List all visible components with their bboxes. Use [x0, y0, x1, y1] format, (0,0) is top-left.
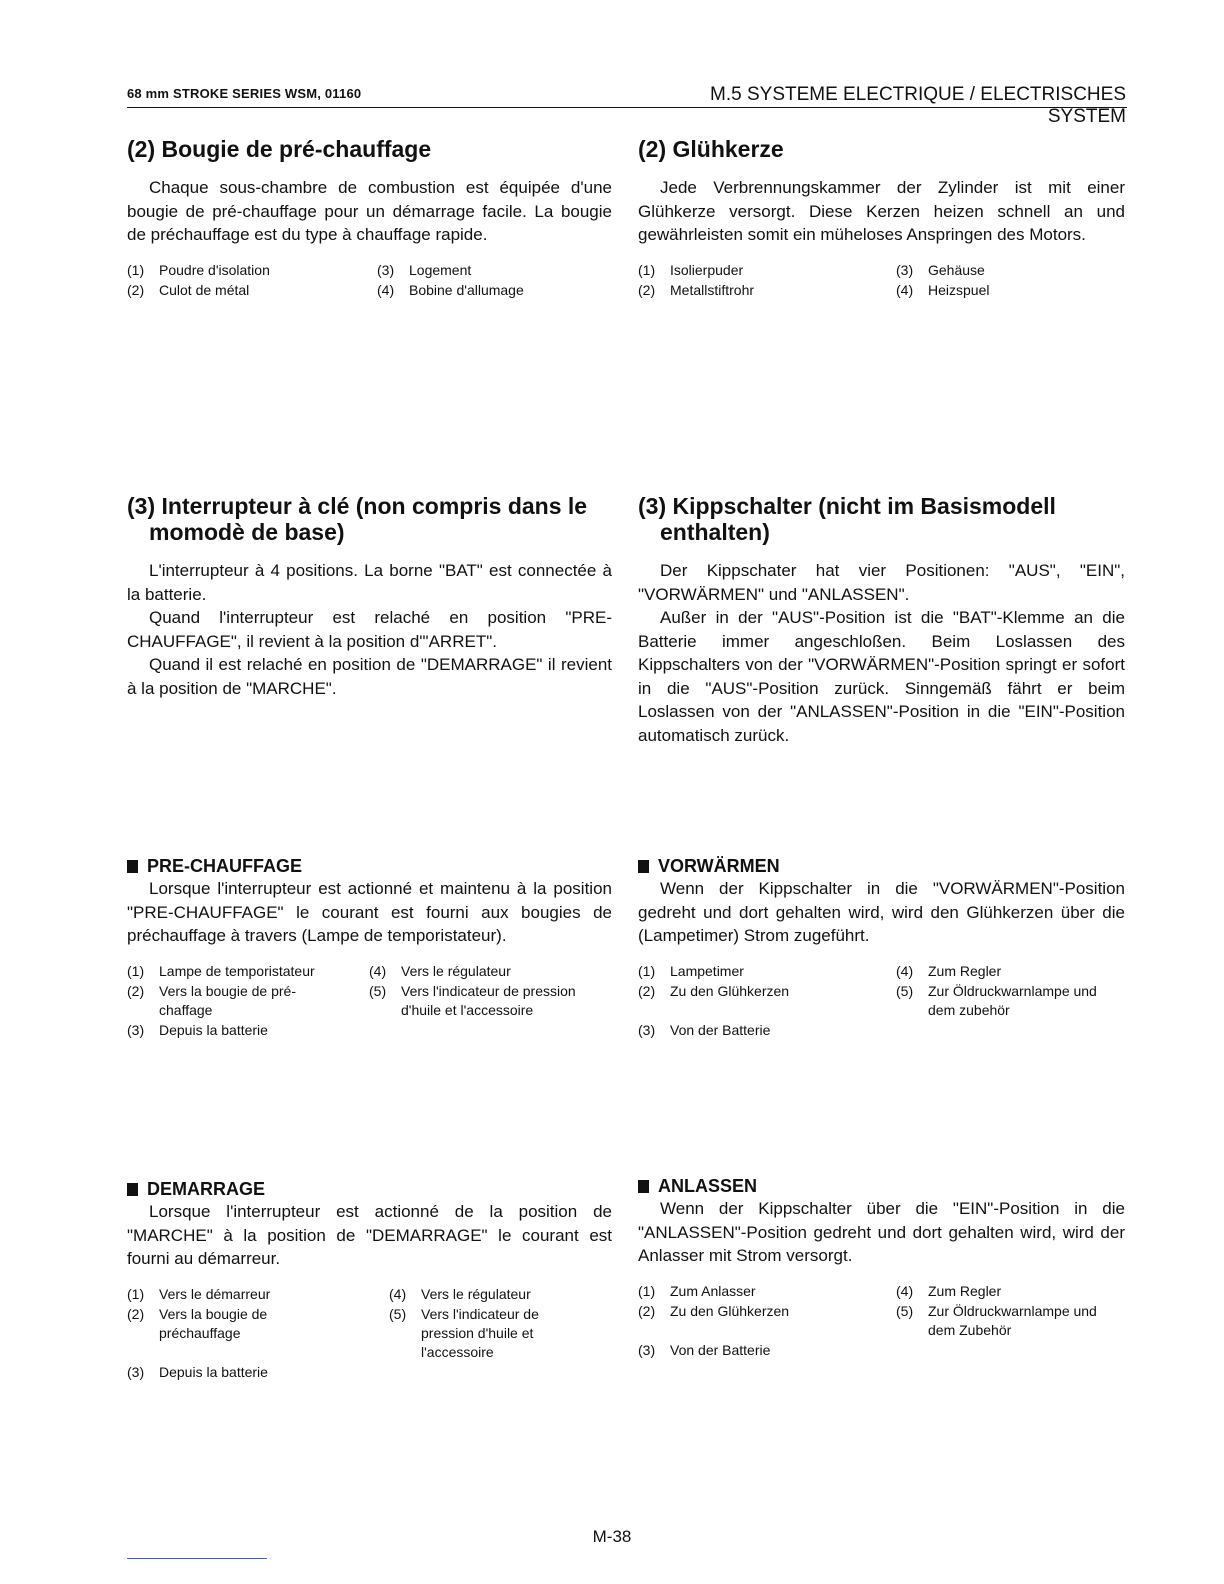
legend-item: (1) Lampetimer [638, 962, 744, 979]
de-subsection-title: VORWÄRMEN [658, 856, 780, 876]
square-bullet-icon [638, 860, 649, 873]
footer-rule [127, 1558, 267, 1559]
fr-section-glow-plug [127, 136, 612, 300]
fr-subsection-body: Lorsque l'interrupteur est actionné et maintenu à la position "PRE-CHAUFFAGE" le courant est fourni aux bougies de préchauffage à travers (Lampe de temporistateur). [127, 879, 612, 945]
fr-section-key-switch [127, 493, 612, 700]
legend-item: (4) Vers le régulateur [389, 1285, 531, 1302]
de-subsection-preheat [638, 855, 1125, 1040]
legend-item: (2) Zu den Glühkerzen [638, 982, 790, 999]
legend-item: (4) Zum Regler [896, 1282, 1002, 1299]
fr-section-title: (3) Interrupteur à clé (non compris dans le momodè de base) [127, 493, 588, 545]
legend-item: (1) Vers le démarreur [127, 1285, 271, 1302]
legend-item: (5) Vers l'indicateur de pression d'huile et l'accessoire [369, 982, 576, 1018]
legend-item: (2) Metallstiftrohr [638, 281, 755, 298]
square-bullet-icon [638, 1180, 649, 1193]
fr-paragraph: L'interrupteur à 4 positions. La borne "BAT" est connectée à la batterie. [127, 561, 612, 604]
legend-item: (2) Vers la bougie de pré-chaffage [127, 982, 296, 1018]
legend-item: (3) Logement [377, 261, 472, 278]
fr-legend [127, 962, 612, 1040]
de-legend [638, 261, 1125, 300]
header-document-code: 68 mm STROKE SERIES WSM, 01160 [127, 86, 362, 101]
square-bullet-icon [127, 860, 138, 873]
legend-item: (4) Vers le régulateur [369, 962, 511, 979]
legend-item: (5) Vers l'indicateur de pression d'huile et l'accessoire [389, 1305, 539, 1360]
de-subsection-start [638, 1175, 1125, 1360]
square-bullet-icon [127, 1183, 138, 1196]
legend-item: (1) Poudre d'isolation [127, 261, 270, 278]
legend-item: (3) Depuis la batterie [127, 1363, 268, 1380]
de-section-glow-plug [638, 136, 1125, 300]
fr-paragraph: Quand l'interrupteur est relaché en position "PRE-CHAUFFAGE", il revient à la position d'"ARRET". [127, 608, 612, 651]
legend-item: (3) Von der Batterie [638, 1021, 771, 1038]
fr-subsection-title: DEMARRAGE [147, 1179, 266, 1199]
fr-subsection-title: PRE-CHAUFFAGE [147, 856, 303, 876]
fr-legend [127, 1285, 612, 1382]
fr-paragraph: Quand il est relaché en position de "DEMARRAGE" il revient à la position de "MARCHE". [127, 655, 612, 698]
de-legend [638, 962, 1125, 1040]
legend-item: (5) Zur Öldruckwarnlampe und dem zubehör [896, 982, 1097, 1018]
legend-item: (4) Heizspuel [896, 281, 990, 298]
de-section-title: (2) Glühkerze [638, 136, 784, 162]
legend-item: (1) Isolierpuder [638, 261, 744, 278]
legend-item: (5) Zur Öldruckwarnlampe und dem Zubehör [896, 1302, 1097, 1338]
fr-section-body: Chaque sous-chambre de combustion est équipée d'une bougie de pré-chauffage pour un démarrage facile. La bougie de préchauffage est du type à chauffage rapide. [127, 178, 612, 244]
de-legend [638, 1282, 1125, 1360]
legend-item: (2) Vers la bougie de préchauffage [127, 1305, 268, 1341]
legend-item: (4) Zum Regler [896, 962, 1002, 979]
legend-item: (3) Depuis la batterie [127, 1021, 268, 1038]
legend-item: (4) Bobine d'allumage [377, 281, 524, 298]
legend-item: (3) Gehäuse [896, 261, 985, 278]
de-subsection-body: Wenn der Kippschalter in die "VORWÄRMEN"-Position gedreht und dort gehalten wird, wird den Glühkerzen über die (Lampetimer) Strom zugeführt. [638, 879, 1125, 945]
legend-item: (3) Von der Batterie [638, 1341, 771, 1358]
de-paragraph: Der Kippschater hat vier Positionen: "AUS", "EIN", "VORWÄRMEN" und "ANLASSEN". [638, 561, 1125, 604]
legend-item: (1) Zum Anlasser [638, 1282, 756, 1299]
legend-item: (1) Lampe de temporistateur [127, 962, 315, 979]
page-number: M-38 [592, 1527, 632, 1546]
de-section-title: (3) Kippschalter (nicht im Basismodell enthalten) [638, 493, 1056, 545]
header-rule [127, 107, 1127, 108]
de-subsection-title: ANLASSEN [658, 1176, 758, 1196]
de-section-key-switch [638, 493, 1125, 747]
fr-legend [127, 261, 612, 300]
de-section-body: Jede Verbrennungskammer der Zylinder ist mit einer Glühkerze versorgt. Diese Kerzen heizen schnell an und gewährleisten somit ein müheloses Anspringen des Motors. [638, 178, 1125, 244]
legend-item: (2) Zu den Glühkerzen [638, 1302, 790, 1319]
de-paragraph: Außer in der "AUS"-Position ist die "BAT"-Klemme an die Batterie immer angeschloßen. Beim Loslassen des Kippschalters von der "VORWÄRMEN"-Position springt er sofort in die "AUS"-Position zurück. Sinngemäß fährt er beim Loslassen von der "ANLASSEN"-Position in die "EIN"-Position automatisch zurück. [638, 608, 1125, 745]
fr-subsection-body: Lorsque l'interrupteur est actionné de la position de "MARCHE" à la position de "DEMARRAGE" le courant est fourni au démarreur. [127, 1202, 612, 1268]
fr-section-title: (2) Bougie de pré-chauffage [127, 136, 432, 162]
fr-subsection-start [127, 1178, 612, 1382]
fr-subsection-preheat [127, 855, 612, 1040]
de-subsection-body: Wenn der Kippschalter über die "EIN"-Position in die "ANLASSEN"-Position gedreht und dort gehalten wird, wird der Anlasser mit Strom versorgt. [638, 1199, 1125, 1265]
header-section-title: M.5 SYSTEME ELECTRIQUE / ELECTRISCHES SYSTEM [710, 84, 1126, 127]
legend-item: (2) Culot de métal [127, 281, 250, 298]
